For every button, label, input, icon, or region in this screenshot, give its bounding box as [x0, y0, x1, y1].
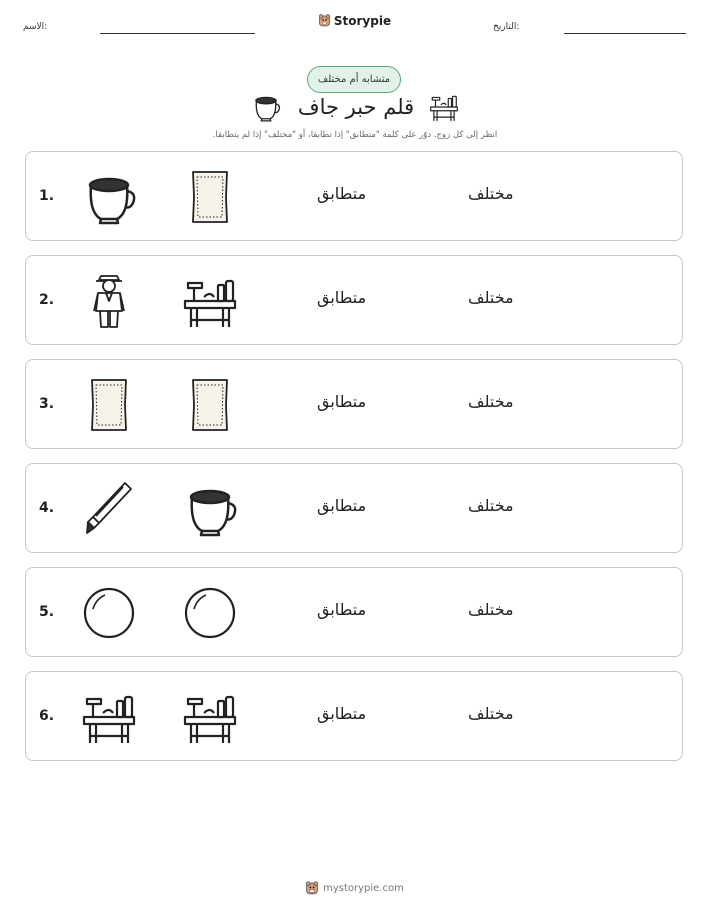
brand-header	[0, 13, 709, 32]
option-same[interactable]: متطابق	[317, 496, 367, 515]
pair-row-4	[25, 463, 683, 553]
workbench-icon	[79, 687, 139, 747]
row-number: 4.	[39, 500, 55, 516]
option-same[interactable]: متطابق	[317, 600, 367, 619]
pair-row-3	[25, 359, 683, 449]
storypie-logo-icon	[305, 881, 319, 896]
option-different[interactable]: مختلف	[468, 184, 514, 203]
name-label: الاسم:	[23, 22, 48, 32]
option-different[interactable]: مختلف	[468, 392, 514, 411]
option-different[interactable]: مختلف	[468, 288, 514, 307]
title-row	[248, 88, 478, 128]
paper-icon	[180, 375, 240, 435]
pair-row-1	[25, 151, 683, 241]
footer-url[interactable]: mystorypie.com	[323, 883, 404, 894]
paper-icon	[79, 375, 139, 435]
row-number: 3.	[39, 396, 55, 412]
row-number: 5.	[39, 604, 55, 620]
option-same[interactable]: متطابق	[317, 704, 367, 723]
pot-icon	[180, 479, 240, 539]
instructions-text: انظر إلى كل زوج. دوّر على كلمة "متطابق" إذا تطابقا، أو "مختلف" إذا لم يتطابقا.	[212, 130, 498, 140]
pot-icon	[79, 167, 139, 227]
workbench-icon	[180, 687, 240, 747]
man-icon	[79, 271, 139, 331]
name-line[interactable]	[100, 33, 255, 34]
workbench-icon	[180, 271, 240, 331]
circle-icon	[180, 583, 240, 643]
option-same[interactable]: متطابق	[317, 392, 367, 411]
circle-icon	[79, 583, 139, 643]
option-different[interactable]: مختلف	[468, 496, 514, 515]
date-label: التاريخ:	[493, 22, 520, 32]
pot-icon	[250, 91, 282, 123]
date-line[interactable]	[564, 33, 686, 34]
brand-name: Storypie	[333, 14, 392, 28]
row-number: 2.	[39, 292, 55, 308]
pair-row-2	[25, 255, 683, 345]
footer	[0, 881, 709, 900]
pair-row-5	[25, 567, 683, 657]
option-same[interactable]: متطابق	[317, 288, 367, 307]
option-same[interactable]: متطابق	[317, 184, 367, 203]
option-different[interactable]: مختلف	[468, 600, 514, 619]
row-number: 6.	[39, 708, 55, 724]
pen-icon	[79, 479, 139, 539]
paper-icon	[180, 167, 240, 227]
workbench-icon	[428, 91, 460, 123]
row-number: 1.	[39, 188, 55, 204]
worksheet-type-badge: متشابه أم مختلف	[307, 66, 401, 93]
worksheet-title: قلم حبر جاف	[297, 95, 415, 119]
option-different[interactable]: مختلف	[468, 704, 514, 723]
storypie-logo-icon	[318, 14, 331, 28]
pair-row-6	[25, 671, 683, 761]
